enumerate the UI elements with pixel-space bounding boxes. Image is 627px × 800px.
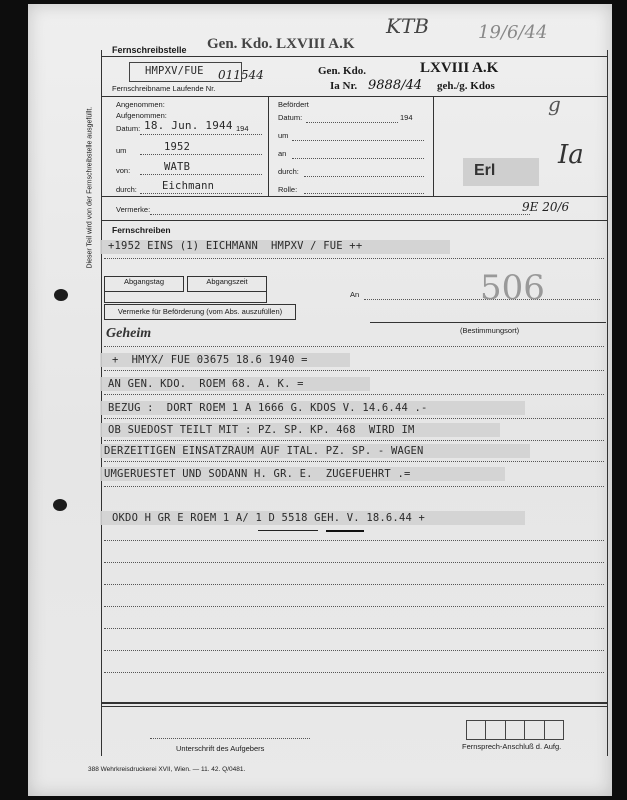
ruled-line <box>104 394 604 395</box>
bestimmungsort-label: (Bestimmungsort) <box>460 326 520 335</box>
ruled-line <box>104 461 604 462</box>
durch-value: Eichmann <box>162 180 215 192</box>
fill-line <box>140 193 262 194</box>
fill-line <box>304 193 424 194</box>
bottom-rule <box>101 706 607 707</box>
underline-mark <box>326 530 364 532</box>
ruled-line <box>104 606 604 607</box>
fernsprech-box <box>466 720 564 740</box>
um-label: um <box>116 146 127 155</box>
ruled-line <box>104 672 604 673</box>
message-line: + HMYX/ FUE 03675 18.6 1940 = <box>112 354 308 366</box>
header-rule <box>101 56 607 57</box>
von-value: WATB <box>164 161 191 173</box>
geh-label: geh./g. Kdos <box>437 80 495 92</box>
message-line: AN GEN. KDO. ROEM 68. A. K. = <box>108 378 304 390</box>
fill-line <box>292 158 424 159</box>
ruled-line <box>104 486 604 487</box>
right-rule <box>607 50 608 756</box>
handwritten-506: 506 <box>480 268 545 308</box>
um-value: 1952 <box>164 141 191 153</box>
ruled-line <box>104 540 604 541</box>
an-label: An <box>350 290 360 299</box>
vermerke-label: Vermerke: <box>116 205 151 214</box>
punch-hole <box>53 499 67 511</box>
side-note: Dieser Teil wird von der Fernschreibstelle ausgefüllt. <box>86 106 94 269</box>
fill-line <box>292 140 424 141</box>
fill-line <box>306 122 398 123</box>
ruled-line <box>104 562 604 563</box>
datum-suffix: 194 <box>236 124 249 133</box>
underline-mark <box>258 530 318 531</box>
message-line: BEZUG : DORT ROEM 1 A 1666 G. KDOS V. 14.6.44 .- <box>108 402 428 414</box>
erl-stamp: Erl <box>474 162 496 179</box>
printer-note: 388 Wehrkreisdruckerei XVII, Wien. — 11. 42. Q/0481. <box>88 766 246 773</box>
handwritten-ia: Ia <box>558 140 584 170</box>
korps-stamp-top: Gen. Kdo. LXVIII A.K <box>207 36 355 52</box>
ruled-line <box>104 418 604 419</box>
fill-line <box>140 174 262 175</box>
abgangszeit-label: Abgangszeit <box>206 277 248 286</box>
abgangstag-label: Abgangstag <box>123 277 165 286</box>
bef-datum-label: Datum: <box>278 113 303 122</box>
vermerke-befoerderung-box <box>104 304 296 320</box>
abgangstag-box <box>104 276 184 292</box>
aufgenommen-label: Aufgenommen: <box>116 111 167 120</box>
bottom-rule <box>101 702 607 704</box>
col-divider <box>268 96 269 196</box>
befordert-label: Befördert <box>278 100 309 109</box>
message-line: OB SUEDOST TEILT MIT : PZ. SP. KP. 468 WIRD IM <box>108 424 415 436</box>
signature-line <box>150 738 310 739</box>
punch-hole <box>54 289 68 301</box>
ruled-line <box>104 650 604 651</box>
handwritten-ktb: KTB <box>386 14 429 38</box>
fill-line <box>304 176 424 177</box>
fill-line <box>140 134 262 135</box>
message-line: UMGERUESTET UND SODANN H. GR. E. ZUGEFUEHRT .= <box>104 468 411 480</box>
fill-line <box>140 154 262 155</box>
gen-kdo-stamp: Gen. Kdo. <box>318 65 366 77</box>
fernschreibname-label: Fernschreibname Laufende Nr. <box>112 84 216 93</box>
fernschreiben-line: +1952 EINS (1) EICHMANN HMPXV / FUE ++ <box>108 240 363 252</box>
von-label: von: <box>116 166 131 175</box>
ruled-line <box>104 584 604 585</box>
handwritten-reference: 19/6/44 <box>478 22 548 43</box>
ruled-line <box>104 346 604 347</box>
fill-line <box>150 214 530 215</box>
durch-label: durch: <box>116 185 137 194</box>
section-rule <box>101 220 607 221</box>
handwritten-g: g <box>548 92 561 116</box>
ia-nr-label: Ia Nr. <box>330 80 358 92</box>
bef-um-label: um <box>278 131 289 140</box>
ruled-line <box>104 370 604 371</box>
fernschreibname-value: HMPXV/FUE <box>145 65 204 77</box>
vermerke-befoerderung-label: Vermerke für Beförderung (vom Abs. auszufüllen) <box>117 307 283 316</box>
datum-value: 18. Jun. 1944 <box>144 119 233 132</box>
fill-line <box>104 258 604 259</box>
section-rule <box>101 96 607 97</box>
section-rule <box>101 196 607 197</box>
bef-durch-label: durch: <box>278 167 299 176</box>
ruled-line <box>104 628 604 629</box>
bef-an-label: an <box>278 149 287 158</box>
bef-rolle-label: Rolle: <box>278 185 298 194</box>
handwritten-bottom-note: 9E 20/6 <box>522 200 570 214</box>
unterschrift-label: Unterschrift des Aufgebers <box>176 744 265 753</box>
laufende-nr-value: 011544 <box>218 68 264 82</box>
datum-label: Datum: <box>116 124 141 133</box>
bestimmungsort-line <box>370 322 606 323</box>
bef-datum-suffix: 194 <box>400 113 413 122</box>
ia-nr-value: 9888/44 <box>368 78 423 93</box>
message-line: OKDO H GR E ROEM 1 A/ 1 D 5518 GEH. V. 18.6.44 + <box>112 512 426 524</box>
abgangszeit-box <box>187 276 267 292</box>
message-line: DERZEITIGEN EINSATZRAUM AUF ITAL. PZ. SP. - WAGEN <box>104 445 424 457</box>
angenommen-label: Angenommen: <box>116 100 165 109</box>
fernsprech-label: Fernsprech-Anschluß d. Aufg. <box>462 742 562 751</box>
korps-stamp: LXVIII A.K <box>420 60 499 76</box>
abgang-value-box <box>104 292 267 303</box>
fernschreiben-label: Fernschreiben <box>112 225 171 235</box>
col-divider <box>433 96 434 196</box>
ruled-line <box>104 440 604 441</box>
geheim-stamp: Geheim <box>106 326 152 341</box>
fernschreibstelle-label: Fernschreibstelle <box>112 45 187 55</box>
